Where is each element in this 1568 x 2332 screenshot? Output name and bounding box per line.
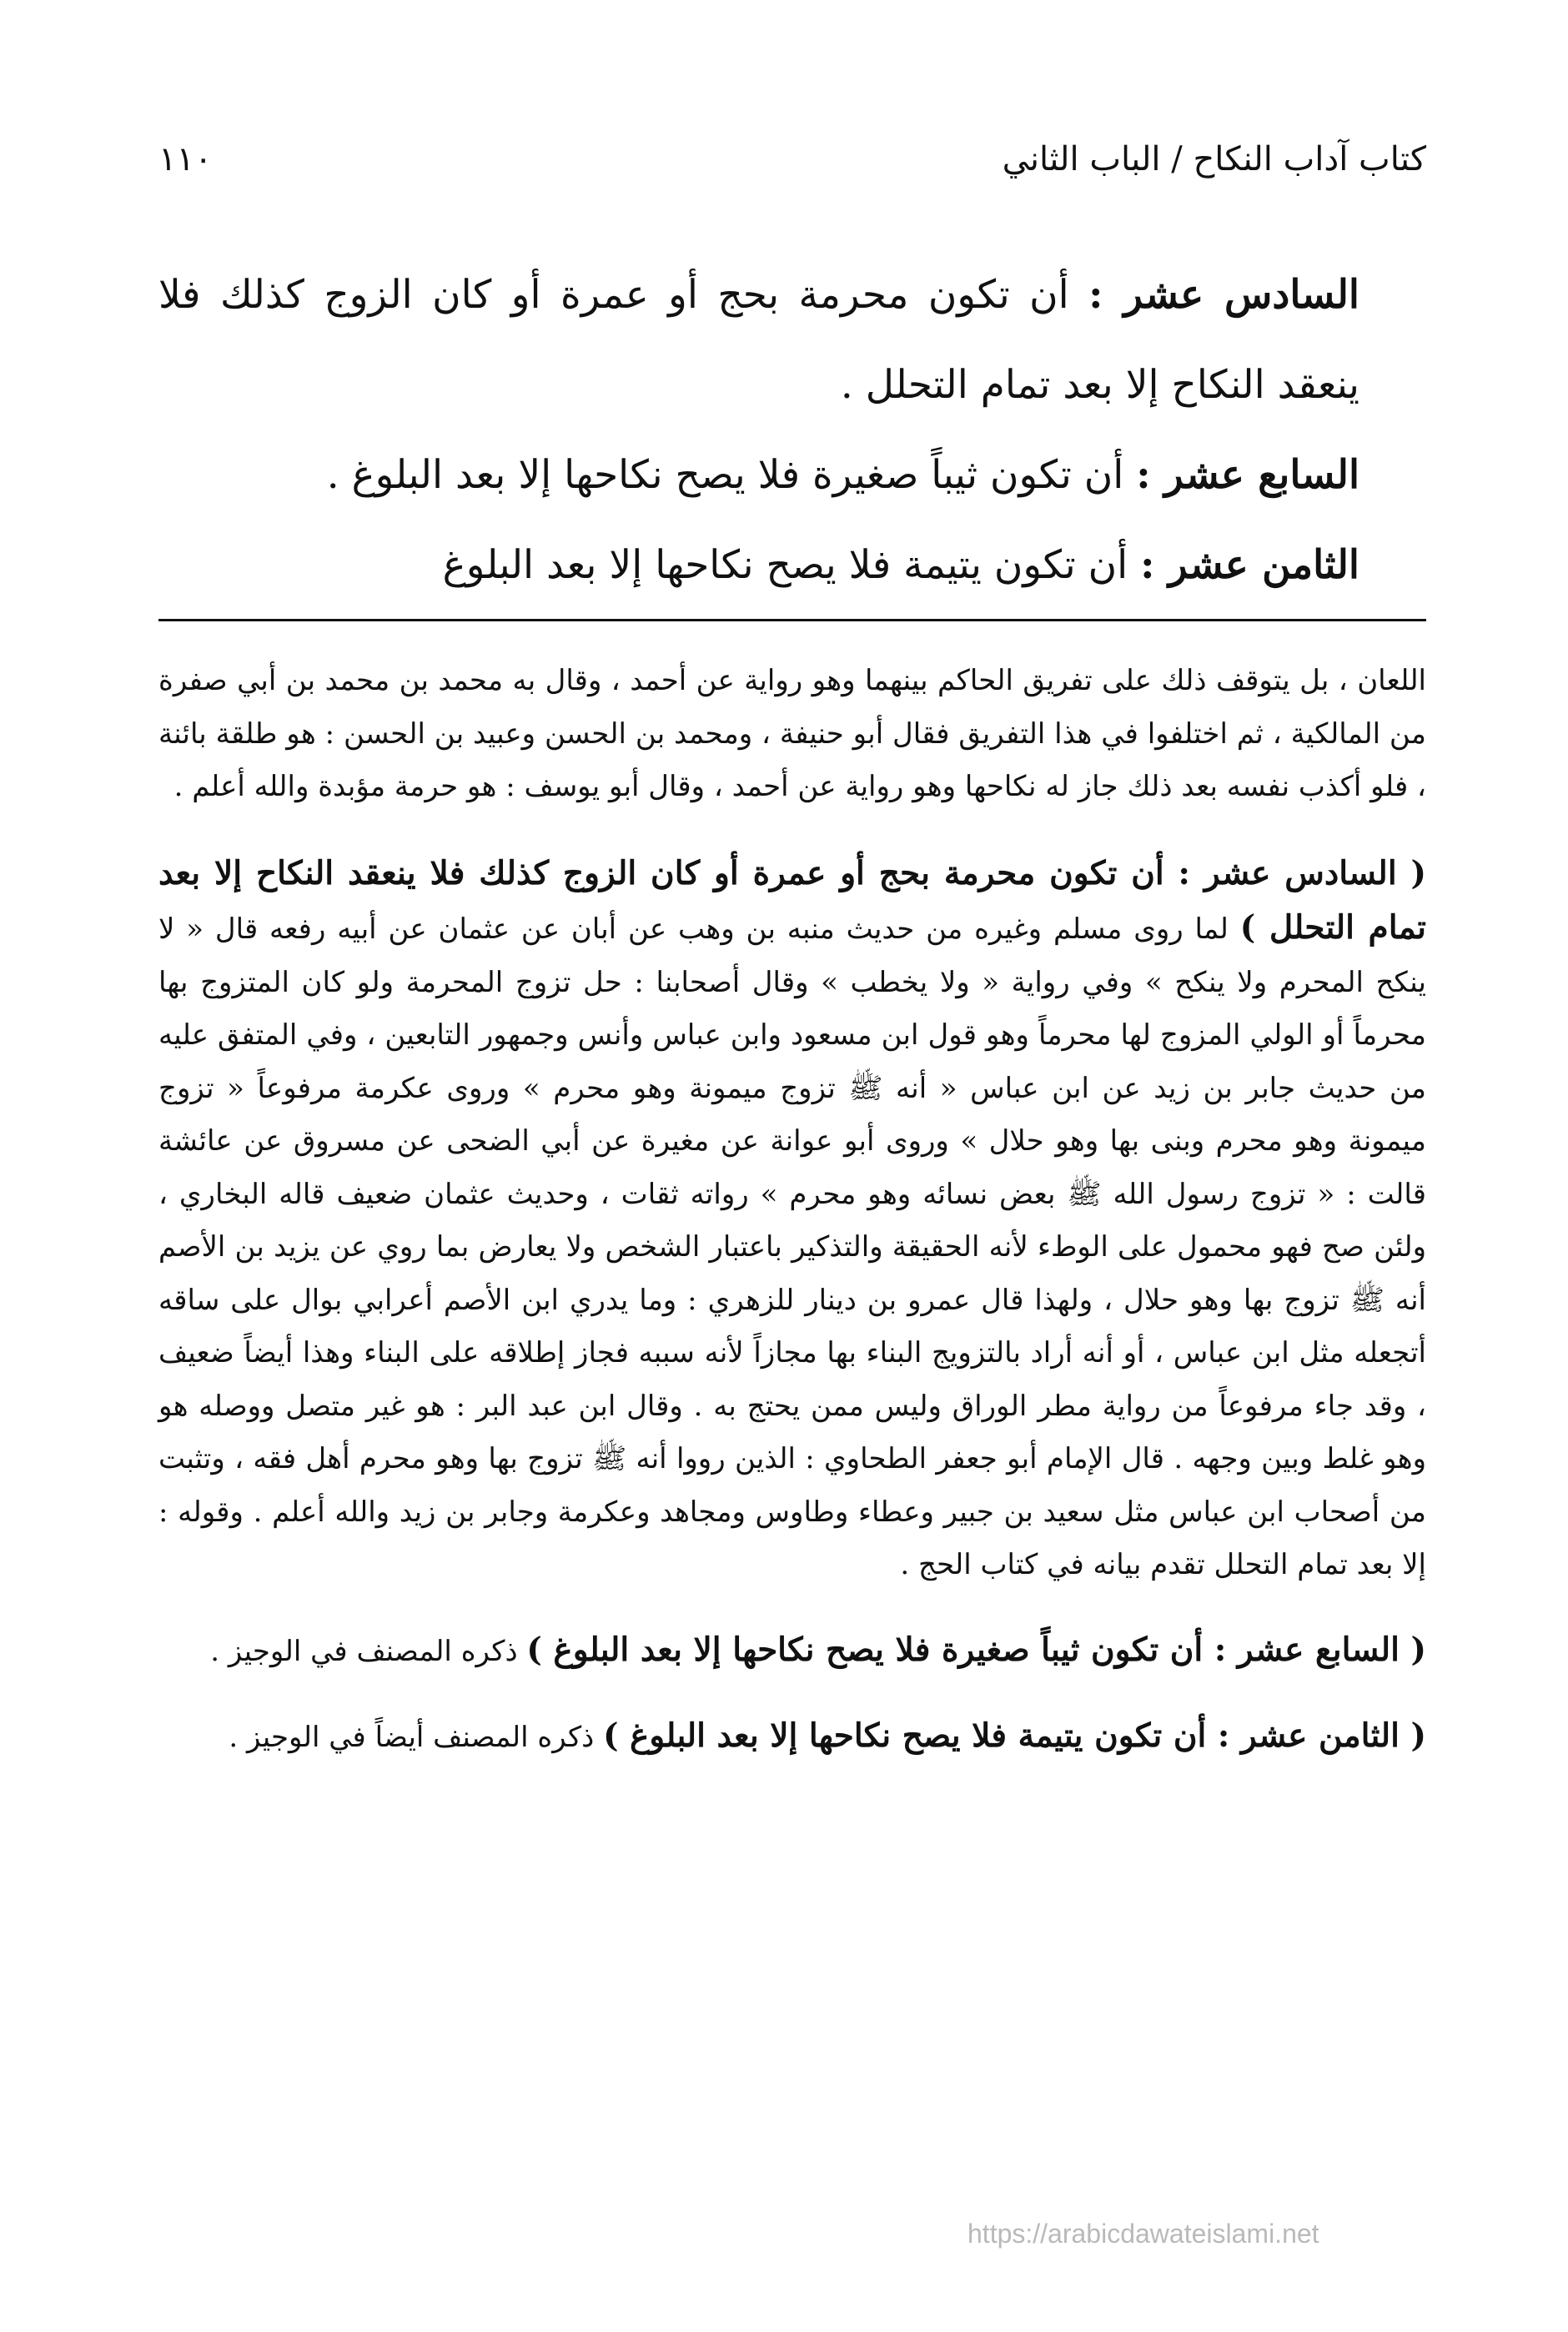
- matn-text: أن تكون ثيباً صغيرة فلا يصح نكاحها إلا بعد البلوغ .: [326, 452, 1137, 498]
- watermark-url: https://arabicdawateislami.net: [967, 2219, 1319, 2249]
- commentary-bold-quote: ( السادس عشر : أن تكون محرمة بحج أو عمرة أو كان الزوج كذلك فلا ينعقد النكاح إلا بعد تمام التحلل ): [158, 853, 1426, 947]
- page-number: ١١٠: [158, 140, 213, 178]
- commentary-bold-quote: ( الثامن عشر : أن تكون يتيمة فلا يصح نكاحها إلا بعد البلوغ ): [603, 1716, 1426, 1755]
- matn-label: السادس عشر :: [1088, 272, 1359, 318]
- matn-paragraph-17: [158, 430, 1426, 520]
- matn-text: أن تكون يتيمة فلا يصح نكاحها إلا بعد البلوغ: [442, 542, 1141, 588]
- main-text: [158, 250, 1426, 611]
- matn-label: السابع عشر :: [1136, 452, 1359, 498]
- page-header: [158, 140, 1426, 190]
- commentary-text-run: ذكره المصنف أيضاً في الوجيز .: [229, 1721, 604, 1754]
- commentary-paragraph: [158, 1710, 1426, 1765]
- commentary-paragraph: [158, 847, 1426, 1592]
- commentary-paragraph: [158, 1624, 1426, 1679]
- commentary-paragraph: اللعان ، بل يتوقف ذلك على تفريق الحاكم بينهما وهو رواية عن أحمد ، وقال به محمد بن محمد بن أبي صفرة من المالكية ، ثم اختلفوا في هذا التفريق فقال أبو حنيفة ، ومحمد بن الحسن وعبيد بن الحسن : هو طلقة بائنة ، فلو أكذب نفسه بعد ذلك جاز له نكاحها وهو رواية عن أحمد ، وقال أبو يوسف : هو حرمة مؤبدة والله أعلم .: [158, 664, 1427, 803]
- matn-text: أن تكون محرمة بحج أو عمرة أو كان الزوج كذلك فلا ينعقد النكاح إلا بعد تمام التحلل .: [158, 272, 1359, 408]
- book-page: [158, 0, 1426, 2332]
- matn-paragraph-18: [158, 520, 1426, 611]
- commentary-bold-quote: ( السابع عشر : أن تكون ثيباً صغيرة فلا يصح نكاحها إلا بعد البلوغ ): [526, 1630, 1426, 1669]
- matn-paragraph-16: [158, 250, 1426, 430]
- commentary-text-run: لما روى مسلم وغيره من حديث منبه بن وهب عن أبان عن عثمان عن أبيه رفعه قال « لا ينكح المحرم ولا ينكح » وفي رواية « ولا يخطب » وقال أصحابنا : حل تزوج المحرمة ولو كان المتزوج بها محرماً أو الولي المزوج لها محرماً وهو قول ابن مسعود وابن عباس وأنس وجمهور التابعين ، وفي المتفق عليه من حديث جابر بن زيد عن ابن عباس « أنه ﷺ تزوج ميمونة وهو محرم » وروى عكرمة مرفوعاً « تزوج ميمونة وهو محرم وبنى بها وهو حلال » وروى أبو عوانة عن مغيرة عن أبي الضحى عن مسروق عن عائشة قالت : « تزوج رسول الله ﷺ بعض نسائه وهو محرم » رواته ثقات ، وحديث عثمان ضعيف قاله البخاري ، ولئن صح فهو محمول على الوطء لأنه الحقيقة والتذكير باعتبار الشخص ولا يعارض بما روي عن يزيد بن الأصم أنه ﷺ تزوج بها وهو حلال ، ولهذا قال عمرو بن دينار للزهري : وما يدري ابن الأصم أعرابي بوال على ساقه أتجعله مثل ابن عباس ، أو أنه أراد بالتزويج البناء بها مجازاً لأنه سببه فجاز إطلاقه على البناء وهذا أيضاً ضعيف ، وقد جاء مرفوعاً من رواية مطر الوراق وليس ممن يحتج به . وقال ابن عبد البر : هو غير متصل ووصله هو وهو غلط وبين وجهه . قال الإمام أبو جعفر الطحاوي : الذين رووا أنه ﷺ تزوج بها وهو محرم أهل فقه ، وتثبت من أصحاب ابن عباس مثل سعيد بن جبير وعطاء وطاوس ومجاهد وعكرمة وجابر بن زيد والله أعلم . وقوله : إلا بعد تمام التحلل تقدم بيانه في كتاب الحج .: [158, 912, 1426, 1581]
- commentary-text: [158, 655, 1426, 1765]
- commentary-text-run: ذكره المصنف في الوجيز .: [210, 1634, 527, 1668]
- running-title: كتاب آداب النكاح / الباب الثاني: [1002, 140, 1426, 178]
- matn-label: الثامن عشر :: [1140, 542, 1359, 588]
- section-divider: [158, 619, 1426, 621]
